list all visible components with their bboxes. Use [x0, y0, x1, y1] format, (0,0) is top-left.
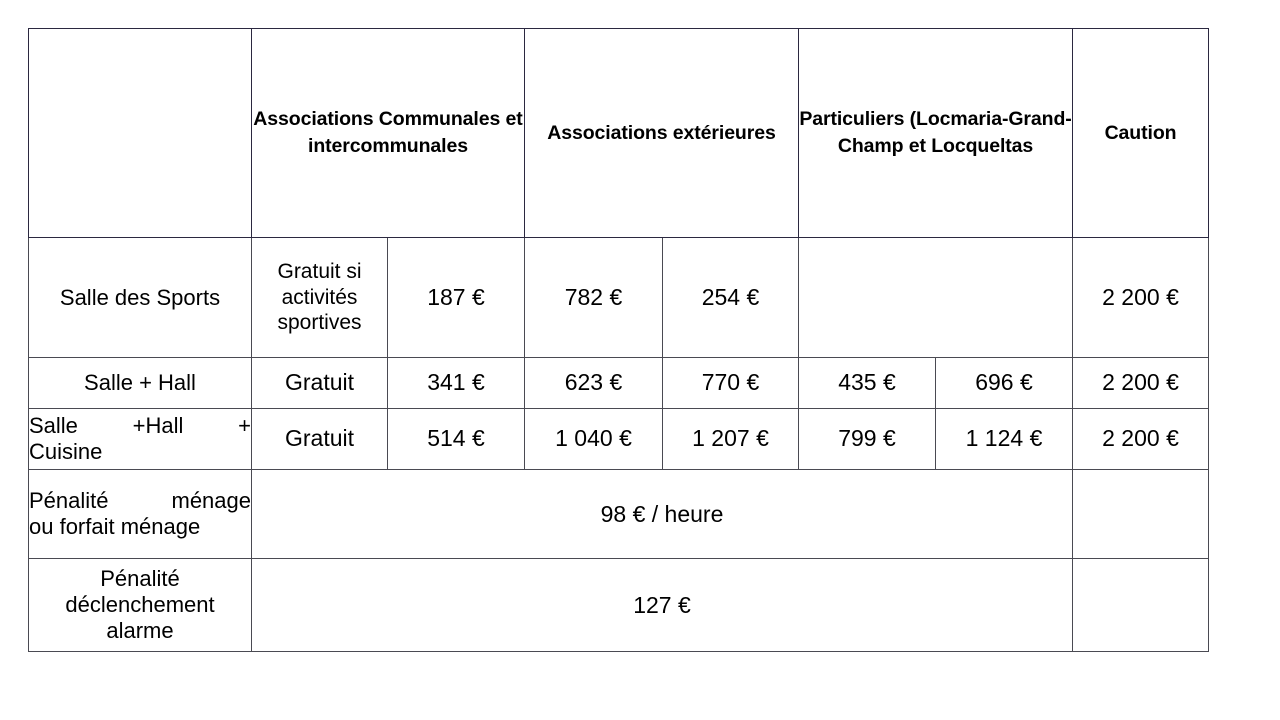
- table-row: [29, 358, 1209, 409]
- table-header-row: [29, 29, 1209, 238]
- cell-sports-caution: 2 200 €: [1073, 238, 1209, 358]
- row-label-line-2: Cuisine: [29, 439, 103, 464]
- cell-sports-particuliers-blacked-out: [799, 238, 1073, 358]
- row-label-line-2: ou forfait ménage: [29, 514, 201, 539]
- cell-sports-assoc-exterieures-1: 782 €: [525, 238, 663, 358]
- cell-cuisine-assoc-communales-gratuit: Gratuit: [252, 409, 388, 470]
- table-row: [29, 409, 1209, 470]
- cell-hall-caution: 2 200 €: [1073, 358, 1209, 409]
- header-cell-associations-exterieures: Associations extérieures: [525, 29, 799, 238]
- cell-sports-assoc-communales-tarif: 187 €: [388, 238, 525, 358]
- cell-cuisine-particuliers-2: 1 124 €: [936, 409, 1073, 470]
- table-row: [29, 238, 1209, 358]
- cell-sports-assoc-communales-gratuit: Gratuit si activités sportives: [252, 238, 388, 358]
- row-label-line-1: Pénalité ménage: [29, 488, 251, 514]
- tariff-table-container: [28, 28, 1208, 652]
- cell-penalite-menage-caution: [1073, 470, 1209, 559]
- cell-sports-assoc-exterieures-2: 254 €: [663, 238, 799, 358]
- cell-hall-assoc-communales-tarif: 341 €: [388, 358, 525, 409]
- header-cell-associations-communales: Associations Communales et intercommunales: [252, 29, 525, 238]
- cell-penalite-alarme-value: 127 €: [252, 559, 1073, 652]
- cell-hall-assoc-exterieures-1: 623 €: [525, 358, 663, 409]
- cell-cuisine-assoc-exterieures-2: 1 207 €: [663, 409, 799, 470]
- cell-hall-assoc-communales-gratuit: Gratuit: [252, 358, 388, 409]
- row-label-salle-des-sports: Salle des Sports: [29, 238, 252, 358]
- cell-hall-assoc-exterieures-2: 770 €: [663, 358, 799, 409]
- row-label-penalite-menage: [29, 470, 252, 559]
- header-cell-caution: Caution: [1073, 29, 1209, 238]
- row-label-penalite-alarme: Pénalité déclenchement alarme: [29, 559, 252, 652]
- row-label-salle-hall-cuisine: [29, 409, 252, 470]
- table-row: [29, 470, 1209, 559]
- header-cell-blank: [29, 29, 252, 238]
- tariff-table: [28, 28, 1209, 652]
- cell-cuisine-assoc-exterieures-1: 1 040 €: [525, 409, 663, 470]
- row-label-salle-hall: Salle + Hall: [29, 358, 252, 409]
- cell-penalite-alarme-caution: [1073, 559, 1209, 652]
- table-row: [29, 559, 1209, 652]
- header-cell-particuliers: Particuliers (Locmaria-Grand-Champ et Locqueltas: [799, 29, 1073, 238]
- cell-cuisine-particuliers-1: 799 €: [799, 409, 936, 470]
- cell-cuisine-caution: 2 200 €: [1073, 409, 1209, 470]
- cell-hall-particuliers-2: 696 €: [936, 358, 1073, 409]
- cell-hall-particuliers-1: 435 €: [799, 358, 936, 409]
- cell-penalite-menage-value: 98 € / heure: [252, 470, 1073, 559]
- cell-cuisine-assoc-communales-tarif: 514 €: [388, 409, 525, 470]
- row-label-line-1: Salle +Hall +: [29, 413, 251, 439]
